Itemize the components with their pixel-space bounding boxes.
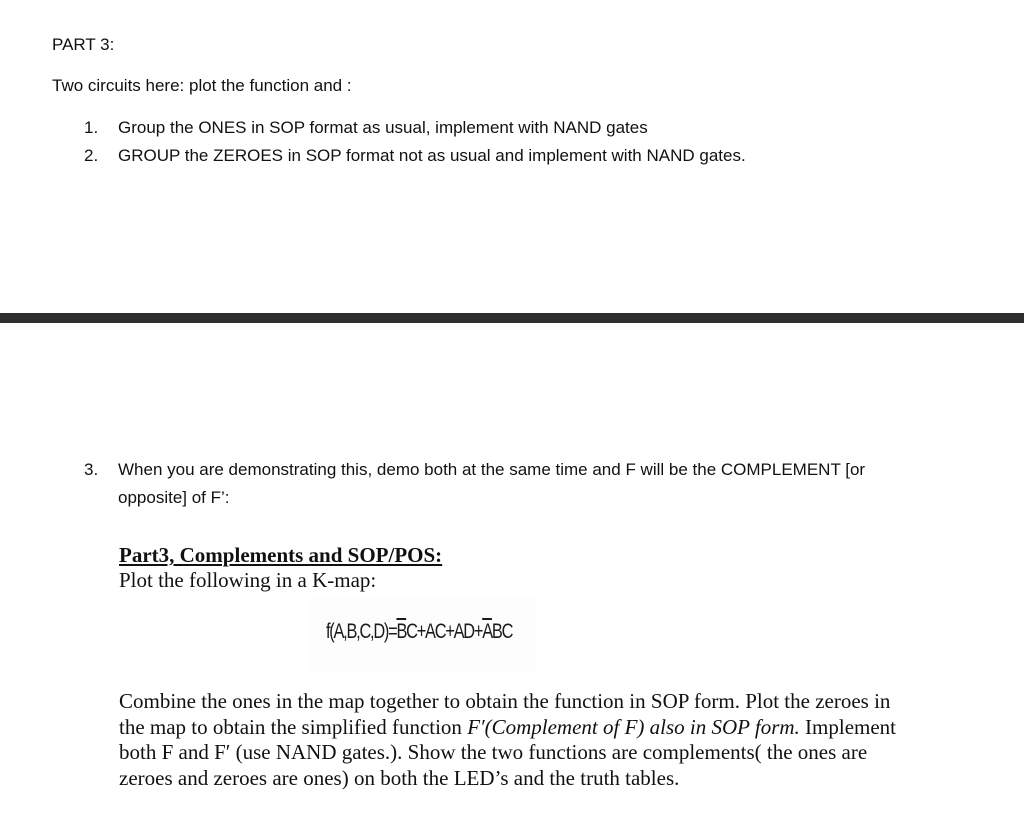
list-item-number: 1. [84, 118, 99, 137]
section-divider [0, 313, 1024, 323]
list-item-text: GROUP the ZEROES in SOP format not as usual and implement with NAND gates. [118, 146, 746, 165]
part-heading: PART 3: [52, 35, 115, 54]
paragraph-text-end: Implement both F and F′ (use NAND gates.). Show the two functions are complements( the ones are zeroes and zeroes are ones) on both the LED’s and the truth tables. [119, 714, 897, 790]
list-item-text: When you are demonstrating this, demo both at the same time and F will be the COMPLEMENT [or opposite] of F’: [118, 460, 866, 507]
formula-last-term: BC [491, 620, 513, 643]
paragraph-text-start: Combine the ones in the map together to obtain the function in SOP form. Plot the zeroes in the map to obtain the simplified function [119, 689, 891, 739]
formula-lhs: f(A,B,C,D)= [326, 620, 397, 643]
list-item-number: 2. [84, 146, 99, 165]
list-item-number: 3. [84, 460, 99, 479]
formula-complement-a: $\overline{A}$ [482, 620, 492, 643]
formula-terms: C+AC+AD+ [406, 620, 483, 643]
document-title: Part3, Complements and SOP/POS: [119, 543, 443, 567]
paragraph-italic-text: F′(Complement of F) also in SOP form. [467, 714, 800, 739]
list-item-text: Group the ONES in SOP format as usual, implement with NAND gates [118, 118, 648, 137]
intro-text: Two circuits here: plot the function and : [52, 76, 352, 95]
boolean-function-formula [326, 620, 512, 644]
instruction-paragraph [119, 689, 919, 791]
formula-complement-b: $\overline{B}$ [396, 620, 407, 643]
formula-image [308, 596, 536, 672]
plot-instruction: Plot the following in a K-map: [119, 568, 377, 592]
